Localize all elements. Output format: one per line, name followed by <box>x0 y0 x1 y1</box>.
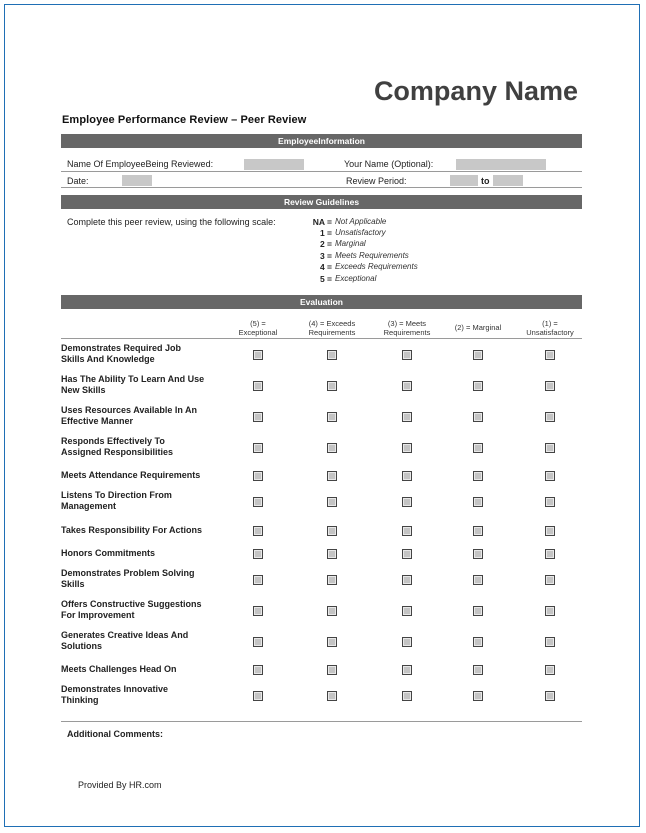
rating-checkbox-1[interactable] <box>545 665 555 675</box>
your-name-label: Your Name (Optional): <box>344 159 434 169</box>
scale-label: Exceeds Requirements <box>335 262 418 271</box>
rating-checkbox-2[interactable] <box>473 549 483 559</box>
rating-checkbox-1[interactable] <box>545 350 555 360</box>
scale-label: Not Applicable <box>335 217 387 226</box>
date-field[interactable] <box>122 175 152 186</box>
rating-checkbox-3[interactable] <box>402 412 412 422</box>
rating-checkbox-3[interactable] <box>402 637 412 647</box>
guidelines-instruction: Complete this peer review, using the following scale: <box>67 217 276 227</box>
rating-checkbox-5[interactable] <box>253 443 263 453</box>
rating-checkbox-4[interactable] <box>327 443 337 453</box>
scale-label: Unsatisfactory <box>335 228 386 237</box>
criterion-label: Responds Effectively To Assigned Responsibilities <box>61 436 174 457</box>
rating-checkbox-4[interactable] <box>327 412 337 422</box>
criterion-label: Listens To Direction From Management <box>61 490 172 511</box>
review-period-end-field[interactable] <box>493 175 523 186</box>
rating-checkbox-1[interactable] <box>545 471 555 481</box>
rating-checkbox-5[interactable] <box>253 549 263 559</box>
rating-checkbox-1[interactable] <box>545 412 555 422</box>
rating-checkbox-2[interactable] <box>473 526 483 536</box>
rating-checkbox-1[interactable] <box>545 606 555 616</box>
scale-key: 5 = <box>319 274 332 284</box>
scale-label: Marginal <box>335 239 366 248</box>
column-header-3: (3) = Meets Requirements <box>383 319 431 337</box>
rating-checkbox-2[interactable] <box>473 443 483 453</box>
criterion-label: Uses Resources Available In An Effective Manner <box>61 405 198 426</box>
rating-checkbox-3[interactable] <box>402 497 412 507</box>
rating-checkbox-4[interactable] <box>327 549 337 559</box>
section-employee-information: EmployeeInformation <box>61 134 582 148</box>
rating-checkbox-4[interactable] <box>327 381 337 391</box>
rating-checkbox-1[interactable] <box>545 575 555 585</box>
review-period-label: Review Period: <box>346 176 407 186</box>
rating-checkbox-3[interactable] <box>402 526 412 536</box>
criterion-label: Honors Commitments <box>61 548 156 558</box>
rating-checkbox-5[interactable] <box>253 526 263 536</box>
rating-checkbox-2[interactable] <box>473 606 483 616</box>
employee-name-label: Name Of EmployeeBeing Reviewed: <box>67 159 214 169</box>
scale-key: 3 = <box>319 251 332 261</box>
employee-name-field[interactable] <box>244 159 304 170</box>
rating-checkbox-2[interactable] <box>473 497 483 507</box>
rating-checkbox-4[interactable] <box>327 497 337 507</box>
rating-checkbox-5[interactable] <box>253 471 263 481</box>
rating-checkbox-3[interactable] <box>402 471 412 481</box>
rating-checkbox-4[interactable] <box>327 350 337 360</box>
rating-checkbox-2[interactable] <box>473 471 483 481</box>
date-label: Date: <box>67 176 89 186</box>
rating-checkbox-1[interactable] <box>545 381 555 391</box>
rating-checkbox-2[interactable] <box>473 691 483 701</box>
rating-checkbox-1[interactable] <box>545 691 555 701</box>
rating-checkbox-3[interactable] <box>402 691 412 701</box>
column-header-4: (4) = Exceeds Requirements <box>308 319 356 337</box>
scale-key: 2 = <box>319 239 332 249</box>
document-title: Employee Performance Review – Peer Review <box>62 114 307 126</box>
column-header-1: (1) = Unsatisfactory <box>526 319 574 337</box>
column-header-2: (2) = Marginal <box>454 323 502 332</box>
rating-checkbox-2[interactable] <box>473 412 483 422</box>
divider <box>61 187 582 188</box>
divider <box>61 721 582 722</box>
rating-checkbox-3[interactable] <box>402 381 412 391</box>
rating-checkbox-4[interactable] <box>327 691 337 701</box>
rating-checkbox-2[interactable] <box>473 665 483 675</box>
rating-checkbox-1[interactable] <box>545 497 555 507</box>
rating-checkbox-2[interactable] <box>473 575 483 585</box>
rating-checkbox-4[interactable] <box>327 637 337 647</box>
section-evaluation: Evaluation <box>61 295 582 309</box>
rating-checkbox-4[interactable] <box>327 606 337 616</box>
rating-checkbox-3[interactable] <box>402 575 412 585</box>
rating-checkbox-5[interactable] <box>253 350 263 360</box>
rating-checkbox-2[interactable] <box>473 637 483 647</box>
scale-label: Exceptional <box>335 274 377 283</box>
rating-checkbox-5[interactable] <box>253 381 263 391</box>
rating-checkbox-1[interactable] <box>545 549 555 559</box>
criterion-label: Demonstrates Innovative Thinking <box>61 684 169 705</box>
scale-key: NA = <box>312 217 332 227</box>
rating-checkbox-5[interactable] <box>253 691 263 701</box>
rating-checkbox-5[interactable] <box>253 665 263 675</box>
rating-checkbox-4[interactable] <box>327 665 337 675</box>
scale-key: 4 = <box>319 262 332 272</box>
your-name-field[interactable] <box>456 159 546 170</box>
rating-checkbox-5[interactable] <box>253 497 263 507</box>
rating-checkbox-3[interactable] <box>402 606 412 616</box>
criterion-label: Meets Challenges Head On <box>61 664 177 674</box>
rating-checkbox-2[interactable] <box>473 381 483 391</box>
rating-checkbox-3[interactable] <box>402 665 412 675</box>
company-name: Company Name <box>373 76 578 106</box>
scale-label: Meets Requirements <box>335 251 409 260</box>
rating-checkbox-4[interactable] <box>327 471 337 481</box>
divider <box>61 338 582 339</box>
rating-checkbox-2[interactable] <box>473 350 483 360</box>
criterion-label: Takes Responsibility For Actions <box>61 525 203 535</box>
rating-checkbox-4[interactable] <box>327 526 337 536</box>
criterion-label: Offers Constructive Suggestions For Improvement <box>61 599 202 620</box>
provided-by: Provided By HR.com <box>78 780 162 790</box>
criterion-label: Has The Ability To Learn And Use New Skills <box>61 374 205 395</box>
rating-checkbox-5[interactable] <box>253 575 263 585</box>
rating-checkbox-5[interactable] <box>253 412 263 422</box>
review-period-start-field[interactable] <box>450 175 478 186</box>
criterion-label: Meets Attendance Requirements <box>61 470 201 480</box>
criterion-label: Demonstrates Required Job Skills And Knowledge <box>61 343 182 364</box>
rating-checkbox-1[interactable] <box>545 637 555 647</box>
criterion-label: Generates Creative Ideas And Solutions <box>61 630 189 651</box>
section-review-guidelines: Review Guidelines <box>61 195 582 209</box>
criterion-label: Demonstrates Problem Solving Skills <box>61 568 195 589</box>
rating-checkbox-1[interactable] <box>545 443 555 453</box>
rating-checkbox-1[interactable] <box>545 526 555 536</box>
scale-key: 1 = <box>319 228 332 238</box>
additional-comments-label: Additional Comments: <box>67 729 163 739</box>
column-header-5: (5) = Exceptional <box>238 319 278 337</box>
divider <box>61 171 582 172</box>
rating-checkbox-4[interactable] <box>327 575 337 585</box>
rating-checkbox-5[interactable] <box>253 606 263 616</box>
rating-checkbox-3[interactable] <box>402 350 412 360</box>
rating-checkbox-3[interactable] <box>402 549 412 559</box>
rating-checkbox-5[interactable] <box>253 637 263 647</box>
rating-checkbox-3[interactable] <box>402 443 412 453</box>
to-label: to <box>481 176 490 186</box>
